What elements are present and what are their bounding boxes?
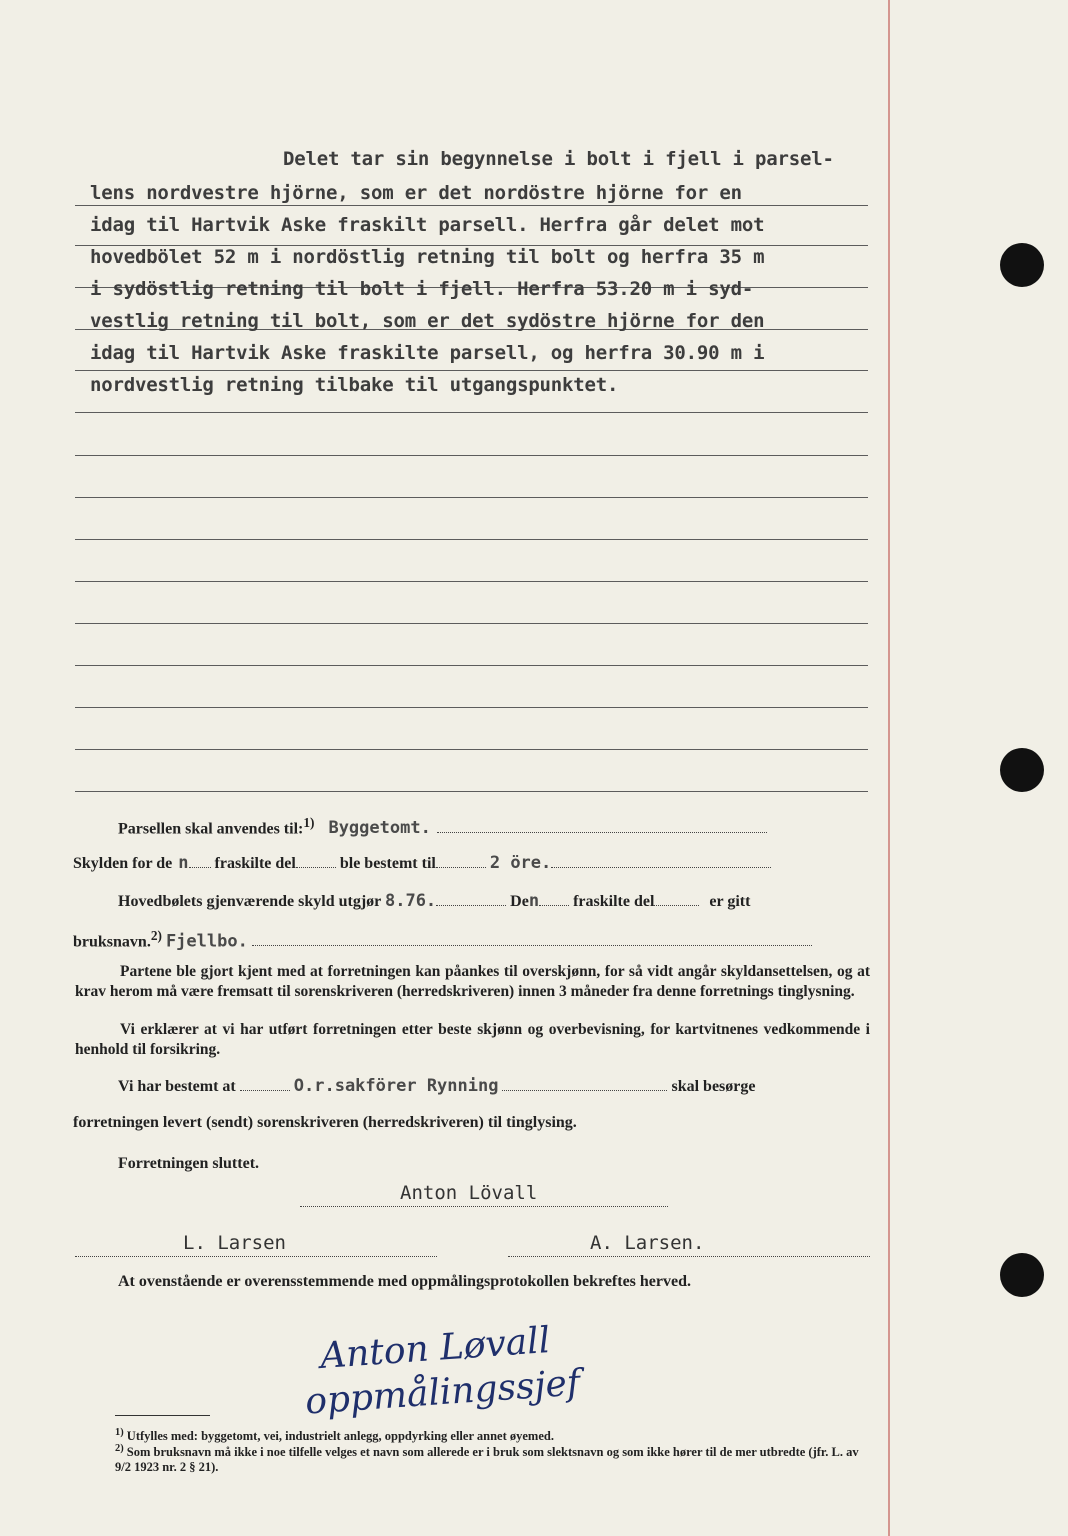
hoved-de: De <box>510 893 529 910</box>
ruled-line <box>75 791 868 792</box>
ruled-line <box>75 581 868 582</box>
dotted-fill <box>189 853 211 868</box>
bekreftes-line: At ovenstående er overensstemmende med oppmålingsprotokollen bekreftes herved. <box>118 1273 691 1290</box>
punch-hole <box>1000 1253 1044 1297</box>
dotted-fill <box>296 853 336 868</box>
footnote-mark: 1) <box>303 815 315 830</box>
ruled-line <box>75 665 868 666</box>
dotted-fill <box>502 1076 667 1091</box>
bruksnavn-value: Fjellbo. <box>165 931 248 952</box>
footnote-rule <box>115 1415 210 1416</box>
signature-line <box>300 1205 668 1207</box>
bestemt-value: O.r.sakförer Rynning <box>293 1076 499 1096</box>
bestemt-label: Vi har bestemt at <box>118 1078 236 1095</box>
signature-line <box>508 1255 870 1257</box>
dotted-fill <box>654 891 699 906</box>
footnote-mark: 1) <box>115 1427 124 1438</box>
description-line: idag til Hartvik Aske fraskilt parsell. Herfra går delet mot <box>90 214 765 236</box>
ruled-line <box>75 749 868 750</box>
skyld-n: n <box>178 853 189 873</box>
dotted-fill <box>436 891 506 906</box>
hoved-end: er gitt <box>709 893 751 910</box>
description-line: nordvestlig retning tilbake til utgangspunktet. <box>90 374 619 396</box>
handwritten-title: oppmålingssjef <box>303 1362 582 1423</box>
ruled-line <box>75 205 868 206</box>
description-line: i sydöstlig retning til bolt i fjell. Herfra 53.20 m i syd- <box>90 278 754 300</box>
appeal-paragraph: Partene ble gjort kjent med at forretningen kan påankes til overskjønn, for så vidt angår skyldansettelsen, og at krav herom må være fremsatt til sorenskriveren (herredskriveren) innen 3 måneder fra denne forretnings tinglysning. <box>75 963 870 1000</box>
dotted-fill <box>539 891 569 906</box>
skyld-field <box>73 853 771 873</box>
footnote-text: Som bruksnavn må ikke i noe tilfelle velges et navn som allerede er i bruk som slektsnavn og som ikke hører til de mer utbredte (jfr. L. av 9/2 1923 nr. 2 § 21). <box>115 1445 859 1475</box>
bruksnavn-field <box>73 928 812 951</box>
description-line: hovedbölet 52 m i nordöstlig retning til bolt og herfra 35 m <box>90 246 765 268</box>
skyld-mid: fraskilte del <box>214 855 296 872</box>
footnote-mark: 2) <box>150 928 162 943</box>
ruled-line <box>75 497 868 498</box>
ruled-line <box>75 623 868 624</box>
bestemt-field <box>118 1076 755 1096</box>
hoved-value: 8.76. <box>384 891 437 911</box>
dotted-fill <box>551 853 771 868</box>
dotted-fill <box>436 853 486 868</box>
bestemt-end: skal besørge <box>671 1078 756 1095</box>
description-line: vestlig retning til bolt, som er det sydöstre hjörne for den <box>90 310 765 332</box>
ruled-line <box>75 707 868 708</box>
footnote-mark: 2) <box>115 1443 124 1454</box>
signature-left: L. Larsen <box>183 1232 286 1254</box>
handwritten-signature: Anton Løvall <box>318 1320 552 1377</box>
use-label: Parsellen skal anvendes til: <box>118 820 304 838</box>
hoved-mid: fraskilte del <box>573 893 655 910</box>
signature-line <box>75 1255 437 1257</box>
bruksnavn-label: bruksnavn. <box>73 933 151 951</box>
footnote-2 <box>115 1441 875 1475</box>
levert-line: forretningen levert (sendt) sorenskriveren (herredskriveren) til tinglysing. <box>73 1114 577 1131</box>
description-line: idag til Hartvik Aske fraskilte parsell, og herfra 30.90 m i <box>90 342 765 364</box>
margin-line <box>888 0 890 1536</box>
skyld-prefix: Skylden for de <box>73 855 173 872</box>
ruled-line <box>75 412 868 413</box>
signature-main: Anton Lövall <box>400 1182 538 1204</box>
ruled-line <box>75 370 868 371</box>
declaration-paragraph: Vi erklærer at vi har utført forretningen etter beste skjønn og overbevisning, for kartvitnenes vedkommende i henhold til forsikring. <box>75 1021 870 1058</box>
dotted-fill <box>252 931 812 946</box>
use-field <box>118 815 767 838</box>
ruled-line <box>75 539 868 540</box>
description-line: lens nordvestre hjörne, som er det nordöstre hjörne for en <box>90 182 742 204</box>
hoved-n: n <box>528 891 540 911</box>
punch-hole <box>1000 748 1044 792</box>
sluttet-line: Forretningen sluttet. <box>118 1155 260 1172</box>
footnote-text: Utfylles med: byggetomt, vei, industrielt anlegg, oppdyrking eller annet øyemed. <box>126 1429 554 1444</box>
ruled-line <box>75 455 868 456</box>
dotted-fill <box>437 818 767 833</box>
hoved-label: Hovedbølets gjenværende skyld utgjør <box>118 893 381 910</box>
skyld-mid2: ble bestemt til <box>339 855 436 872</box>
use-value: Byggetomt. <box>328 818 431 839</box>
skyld-value: 2 öre. <box>489 853 552 873</box>
punch-hole <box>1000 243 1044 287</box>
description-line: Delet tar sin begynnelse i bolt i fjell i parsel- <box>283 148 834 170</box>
dotted-fill <box>240 1076 290 1091</box>
hoved-field <box>118 891 750 911</box>
signature-right: A. Larsen. <box>590 1232 705 1254</box>
